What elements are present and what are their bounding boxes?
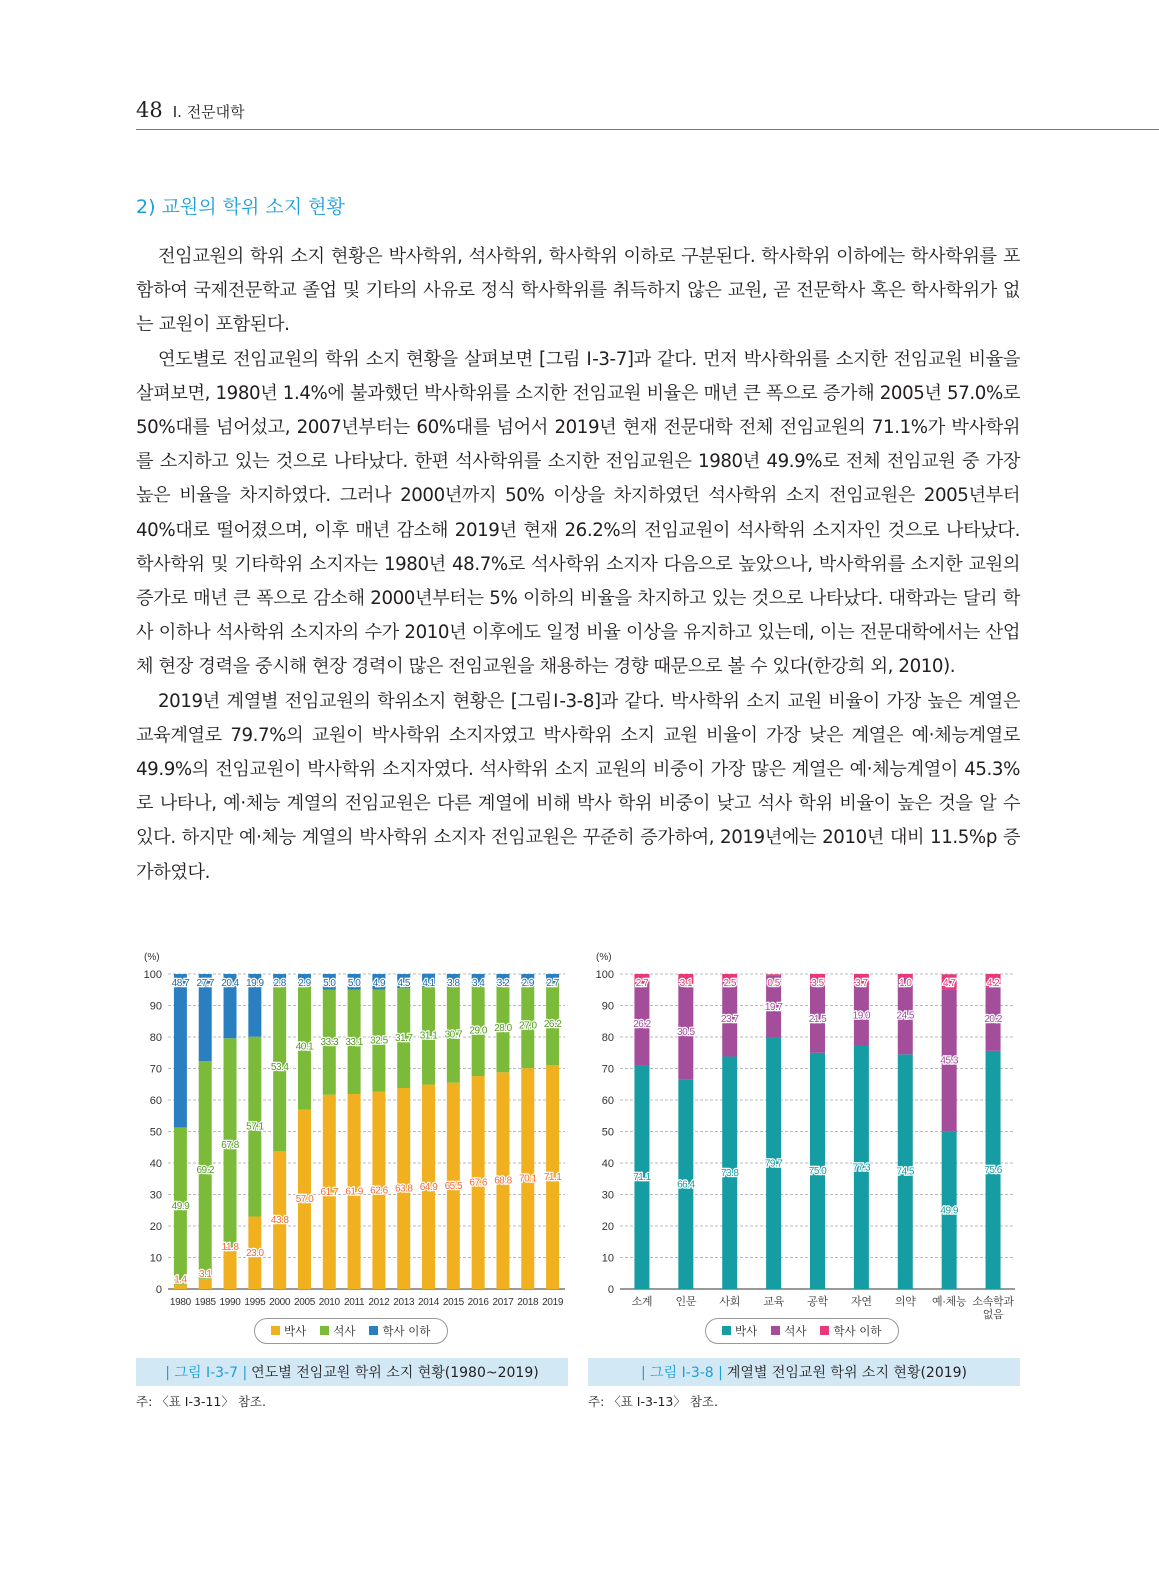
data-label: 27.0 [519,1020,537,1032]
data-label: 49.9 [171,1200,190,1212]
legend-swatch [271,1326,280,1335]
data-label: 27.7 [196,978,214,989]
x-tick-label: 2013 [393,1297,415,1308]
x-tick-label: 교육 [763,1296,784,1308]
data-label: 48.7 [171,978,190,989]
legend-swatch [771,1326,780,1335]
data-label: 4.1 [422,978,435,989]
data-label: 4.9 [372,978,386,989]
paragraph: 전임교원의 학위 소지 현황은 박사학위, 석사학위, 학사학위 이하로 구분된다. 학사학위 이하에는 학사학위를 포함하여 국제전문학교 졸업 및 기타의 사유로 정식 학사학위를 취득하지 않은 교원, 곧 전문학사 혹은 학사학위가 없는 교원이 포함된다. [136,246,1020,336]
legend-item [722,1323,757,1339]
legend-label: 박사 [284,1324,307,1338]
y-axis-unit: (%) [596,952,612,963]
x-tick-label: 없음 [982,1309,1004,1320]
data-label: 21.5 [808,1013,827,1025]
data-label: 68.8 [494,1175,512,1187]
bar-segment-0 [224,1252,237,1289]
data-label: 1.0 [899,978,912,989]
data-label: 75.0 [808,1165,827,1177]
legend-item [820,1323,881,1339]
data-label: 3.2 [496,978,510,989]
y-tick-label: 20 [149,1221,162,1233]
data-label: 2.9 [298,978,311,989]
x-tick-label: 2012 [368,1297,390,1308]
chart-by-year [140,950,570,1320]
data-label: 57.1 [246,1121,264,1133]
bar-segment-2 [898,974,913,977]
body-text [136,240,1020,890]
data-label: 30.5 [677,1026,695,1038]
y-tick-label: 0 [155,1284,162,1296]
data-label: 2.8 [273,978,286,989]
y-tick-label: 60 [149,1095,162,1107]
data-label: 57.0 [295,1194,314,1206]
y-tick-label: 90 [149,1000,162,1013]
section-title: Ⅰ. 전문대학 [172,103,245,121]
x-tick-label: 2014 [418,1297,440,1308]
bar-segment-0 [199,1279,212,1289]
data-label: 53.4 [270,1061,289,1073]
x-tick-label: 1990 [219,1297,241,1308]
x-tick-label: 2019 [542,1297,564,1308]
x-tick-label: 소계 [631,1296,653,1308]
x-tick-label: 2017 [492,1297,514,1308]
x-tick-label: 공학 [807,1296,828,1308]
data-label: 70.1 [519,1173,537,1185]
data-label: 64.9 [419,1181,438,1193]
figure-caption [136,1358,568,1386]
data-label: 65.5 [444,1180,463,1192]
figure-caption [588,1358,1020,1386]
legend-item [320,1323,355,1339]
legend-label: 학사 이하 [833,1324,882,1338]
data-label: 26.2 [543,1018,562,1030]
legend-swatch [369,1326,378,1335]
legend-item [771,1323,806,1339]
data-label: 4.5 [397,978,410,989]
data-label: 31.7 [394,1033,413,1045]
y-tick-label: 60 [601,1095,614,1107]
x-tick-label: 소속학과 [972,1296,1014,1308]
x-tick-label: 2015 [442,1297,464,1308]
section-heading: 2) 교원의 학위 소지 현황 [136,196,345,218]
data-label: 19.7 [764,1001,783,1013]
bar-segment-2 [174,974,187,1127]
y-tick-label: 30 [601,1189,614,1202]
data-label: 67.6 [469,1177,487,1189]
data-label: 20.4 [221,978,239,989]
page-number: 48 [136,98,163,122]
figure-note: 주: 〈표 Ⅰ-3-13〉 참조. [588,1394,718,1409]
data-label: 30.7 [444,1029,463,1041]
data-label: 32.5 [370,1035,388,1047]
data-label: 75.6 [984,1164,1002,1176]
data-label: 24.5 [896,1010,915,1022]
figure-label: | 그림 Ⅰ-3-7 | [165,1365,248,1381]
data-label: 19.9 [246,978,264,989]
legend-label: 석사 [333,1324,356,1338]
data-label: 77.3 [852,1162,871,1174]
x-tick-label: 2011 [343,1297,365,1308]
y-tick-label: 100 [595,969,614,981]
legend-item [369,1323,430,1339]
y-tick-label: 70 [149,1063,162,1076]
data-label: 11.8 [221,1241,239,1253]
data-label: 23.7 [720,1014,739,1026]
data-label: 20.2 [984,1014,1002,1026]
data-label: 26.2 [633,1018,651,1030]
legend-item [271,1323,306,1339]
y-tick-label: 70 [601,1063,614,1076]
y-tick-label: 30 [149,1189,162,1202]
data-label: 4.7 [942,978,956,989]
paragraph: 2019년 계열별 전임교원의 학위소지 현황은 [그림Ⅰ-3-8]과 같다. 박사학위 소지 교원 비율이 가장 높은 계열은 교육계열로 79.7%의 교원이 박사학위 소지자였고 박사학위 소지 교원 비율이 가장 낮은 계열은 예·체능계열로 49.9%의 전임교원이 박사학위 소지자였다. 석사학위 소지 교원의 비중이 가장 많은 계열은 예·체능계열이 45.3%로 나타나, 예·체능 계열의 전임교원은 다른 계열에 비해 박사 학위 비중이 낮고 석사 학위 비율이 높은 것을 알 수 있다. 하지만 예·체능 계열의 박사학위 소지자 전임교원은 꾸준히 증가하여, 2019년에는 2010년 대비 11.5%p 증가하였다. [136,690,1020,883]
x-tick-label: 1985 [194,1297,216,1308]
y-tick-label: 10 [601,1252,614,1265]
running-header [136,98,245,122]
x-tick-label: 1995 [244,1297,266,1308]
data-label: 29.0 [469,1025,487,1037]
data-label: 2.9 [521,978,534,989]
legend-label: 박사 [735,1324,758,1338]
x-tick-label: 인문 [675,1296,697,1308]
data-label: 33.1 [345,1036,363,1048]
x-tick-label: 사회 [719,1296,741,1308]
data-label: 3.5 [811,978,824,989]
x-tick-label: 2000 [269,1297,291,1308]
y-tick-label: 90 [601,1000,614,1013]
y-tick-label: 10 [149,1252,162,1265]
data-label: 43.8 [270,1215,289,1227]
data-label: 28.0 [494,1023,512,1035]
x-tick-label: 의약 [894,1296,916,1308]
data-label: 62.6 [370,1185,388,1197]
y-tick-label: 80 [149,1032,162,1044]
figure-note: 주: 〈표 Ⅰ-3-11〉 참조. [136,1394,266,1409]
data-label: 23.0 [246,1247,264,1259]
data-label: 3.1 [199,1269,212,1281]
data-label: 0.5 [767,978,780,989]
y-axis-unit: (%) [144,952,160,963]
data-label: 71.1 [633,1172,651,1184]
figure-title: 계열별 전임교원 학위 소지 현황(2019) [726,1365,968,1381]
bar-segment-2 [766,974,781,976]
data-label: 45.3 [940,1055,958,1067]
x-tick-label: 2016 [467,1297,489,1308]
data-label: 4.2 [986,978,1000,989]
y-tick-label: 0 [607,1284,614,1296]
data-label: 2.5 [723,978,736,989]
y-tick-label: 80 [601,1032,614,1044]
paragraph: 연도별로 전임교원의 학위 소지 현황을 살펴보면 [그림 Ⅰ-3-7]과 같다. 먼저 박사학위를 소지한 전임교원 비율을 살펴보면, 1980년 1.4%에 불과했던 박사학위를 소지한 전임교원 비율은 매년 큰 폭으로 증가해 2005년 57.0%로 50%대를 넘어섰고, 2007년부터는 60%대를 넘어서 2019년 현재 전문대학 전체 전임교원의 71.1%가 박사학위를 소지하고 있는 것으로 나타났다. 한편 석사학위를 소지한 전임교원은 1980년 49.9%로 전체 전임교원 중 가장 높은 비율을 차지하였다. 그러나 2000년까지 50% 이상을 차지하였던 석사학위 소지 전임교원은 2005년부터 40%대로 떨어졌으며, 이후 매년 감소해 2019년 현재 26.2%의 전임교원이 석사학위 소지자인 것으로 나타났다. 학사학위 및 기타학위 소지자는 1980년 48.7%로 석사학위 소지자 다음으로 높았으나, 박사학위를 소지한 교원의 증가로 매년 큰 폭으로 감소해 2000년부터는 5% 이하의 비율을 차지하고 있는 것으로 나타났다. 대학과는 달리 학사 이하나 석사학위 소지자의 수가 2010년 이후에도 일정 비율 이상을 유지하고 있는데, 이는 전문대학에서는 산업체 현장 경력을 중시해 현장 경력이 많은 전임교원을 채용하는 경향 때문으로 볼 수 있다(한강희 외, 2010). [136,348,1020,678]
data-label: 74.5 [896,1166,915,1178]
y-tick-label: 40 [149,1158,162,1170]
x-tick-label: 2018 [517,1297,539,1308]
x-tick-label: 1980 [169,1297,191,1308]
legend-label: 학사 이하 [382,1324,431,1338]
data-label: 5.0 [323,978,336,989]
data-label: 33.3 [320,1037,339,1049]
data-label: 3.8 [447,978,460,989]
data-label: 2.7 [635,978,649,989]
data-label: 49.9 [940,1205,958,1217]
data-label: 3.4 [471,978,485,989]
legend-swatch [722,1326,731,1335]
data-label: 69.2 [196,1165,214,1177]
data-label: 5.0 [347,978,361,989]
header-divider [136,129,1159,130]
x-tick-label: 예·체능 [931,1296,967,1308]
y-tick-label: 50 [601,1126,614,1139]
figure-label: | 그림 Ⅰ-3-8 | [640,1365,723,1381]
y-tick-label: 20 [601,1221,614,1233]
legend-by-year [254,1318,448,1344]
legend-swatch [320,1326,329,1335]
data-label: 3.1 [679,978,693,989]
data-label: 40.1 [295,1041,314,1053]
x-tick-label: 자연 [851,1296,872,1308]
y-tick-label: 40 [601,1158,614,1170]
data-label: 1.4 [174,1274,187,1286]
data-label: 73.8 [720,1167,739,1179]
legend-label: 석사 [784,1324,807,1338]
data-label: 61.9 [345,1186,363,1198]
x-tick-label: 2010 [318,1297,340,1308]
data-label: 71.1 [543,1172,562,1184]
data-label: 79.7 [764,1158,783,1170]
data-label: 2.7 [546,978,559,989]
data-label: 31.1 [419,1030,438,1042]
y-tick-label: 50 [149,1126,162,1139]
data-label: 3.7 [855,978,868,989]
legend-by-field [705,1318,899,1344]
y-tick-label: 100 [143,969,162,981]
data-label: 63.8 [394,1183,413,1195]
x-tick-label: 2005 [293,1297,315,1308]
data-label: 61.7 [320,1186,339,1198]
figure-title: 연도별 전임교원 학위 소지 현황(1980~2019) [251,1365,539,1381]
chart-by-field [590,950,1020,1320]
data-label: 67.8 [221,1140,239,1152]
data-label: 66.4 [677,1179,695,1191]
data-label: 19.0 [852,1010,871,1022]
legend-swatch [820,1326,829,1335]
